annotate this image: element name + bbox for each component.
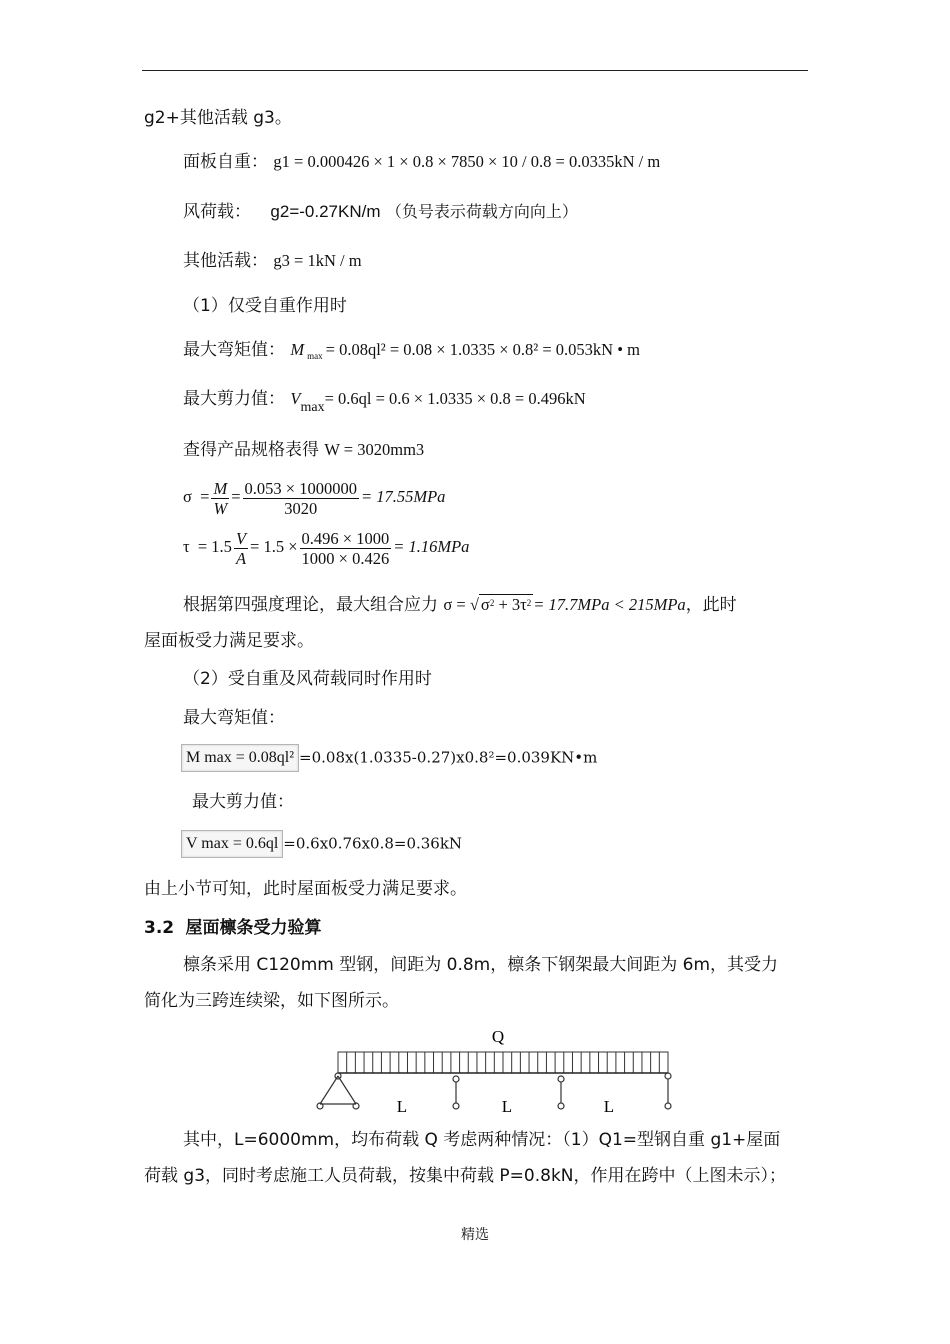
fourth-strength-line: 根据第四强度理论，最大组合应力 σ = √ $\sigma^2 + 3\tau^2 = 17.7MPa < 215MPa$，此时 <box>183 595 737 615</box>
moment2-calculation: =0.08x(1.0335-0.27)x0.8²=0.039KN•m <box>299 748 598 767</box>
span-label: L <box>396 1097 408 1116</box>
tau-equation: τ = 1.5 $\frac{V}{A}$ = 1.5 × $\frac{0.496 \times 1000}{1000 \times 0.426}$ = 1.16MPa <box>183 528 470 568</box>
text-line: 屋面板受力满足要求。 <box>144 631 314 651</box>
span-label: L <box>603 1097 615 1116</box>
max-shear2-line <box>181 830 462 858</box>
text-line: 简化为三跨连续梁，如下图所示。 <box>144 991 399 1011</box>
text-line: 荷载 g3，同时考虑施工人员荷载，按集中荷载 P=0.8kN，作用在跨中（上图未示）； <box>144 1166 787 1186</box>
moment-formula-image: M max = 0.08ql² <box>181 744 299 772</box>
header-rule <box>142 70 808 71</box>
page-footer: 精选 <box>461 1227 489 1243</box>
span-label: L <box>501 1097 513 1116</box>
shear-formula-image: V max = 0.6ql <box>181 830 283 858</box>
max-moment2-label: 最大弯矩值： <box>183 708 285 728</box>
sigma-equation: σ = $\frac{M}{W}$ = $\frac{0.053 \times 1000000}{3020}$ = 17.55MPa <box>183 478 446 518</box>
continuous-beam-diagram <box>310 1020 690 1120</box>
text-line: g2+其他活载 g3。 <box>144 108 292 128</box>
roller-support <box>558 1076 564 1109</box>
max-moment-line: 最大弯矩值： M $_{max}$ = 0.08ql² = 0.08 × 1.0335 × 0.8² = 0.053kN • m <box>183 340 640 361</box>
roller-support <box>665 1073 671 1109</box>
load-label: Q <box>491 1027 505 1046</box>
distributed-load <box>338 1052 668 1073</box>
shear2-calculation: =0.6x0.76x0.8=0.36kN <box>283 834 463 853</box>
roller-support <box>453 1076 459 1109</box>
combined-stress-equation: σ = √ $\sigma^2 + 3\tau^2 = 17.7MPa < 215MPa$ <box>443 595 686 614</box>
text-line: 其中，L=6000mm，均布荷载 Q 考虑两种情况：（1）Q1=型钢自重 g1+屋面 <box>183 1130 781 1150</box>
case2-heading: （2）受自重及风荷载同时作用时 <box>183 669 432 689</box>
panel-weight-line: 面板自重： g1 = 0.000426 × 1 × 0.8 × 7850 × 10 / 0.8 = 0.0335kN / m <box>183 152 661 172</box>
max-shear-line: 最大剪力值： $V_{max}= 0.6ql = 0.6 \times 1.0335 \times 0.8 = 0.496kN$ <box>183 389 586 415</box>
max-moment2-line <box>181 744 597 772</box>
wind-load-value: g2=-0.27KN/m <box>270 202 381 221</box>
summary-line: 由上小节可知，此时屋面板受力满足要求。 <box>144 879 467 899</box>
max-shear-equation: $V_{max}= 0.6ql = 0.6 \times 1.0335 \times 0.8 = 0.496kN$ <box>290 389 586 415</box>
live-load-line: 其他活载： g3 = 1kN / m <box>183 251 362 271</box>
pin-support <box>317 1073 359 1109</box>
live-load-equation: g3 = 1kN / m <box>273 251 362 270</box>
max-moment-equation: M $_{max}$ = 0.08ql² = 0.08 × 1.0335 × 0.8² = 0.053kN • m <box>290 340 640 361</box>
panel-weight-equation: g1 = 0.000426 × 1 × 0.8 × 7850 × 10 / 0.8 = 0.0335kN / m <box>273 152 661 171</box>
section-heading: 3.2 屋面檩条受力验算 <box>144 918 322 938</box>
section-modulus-equation: W = 3020mm3 <box>324 440 425 459</box>
case1-heading: （1）仅受自重作用时 <box>183 296 347 316</box>
section-modulus-line: 查得产品规格表得 W = 3020mm3 <box>183 440 425 460</box>
max-shear2-label: 最大剪力值： <box>192 792 294 812</box>
wind-load-line: 风荷载： g2=-0.27KN/m （负号表示荷载方向向上） <box>183 202 578 222</box>
text-line: 檩条采用 C120mm 型钢，间距为 0.8m，檩条下钢架最大间距为 6m，其受力 <box>183 955 779 975</box>
